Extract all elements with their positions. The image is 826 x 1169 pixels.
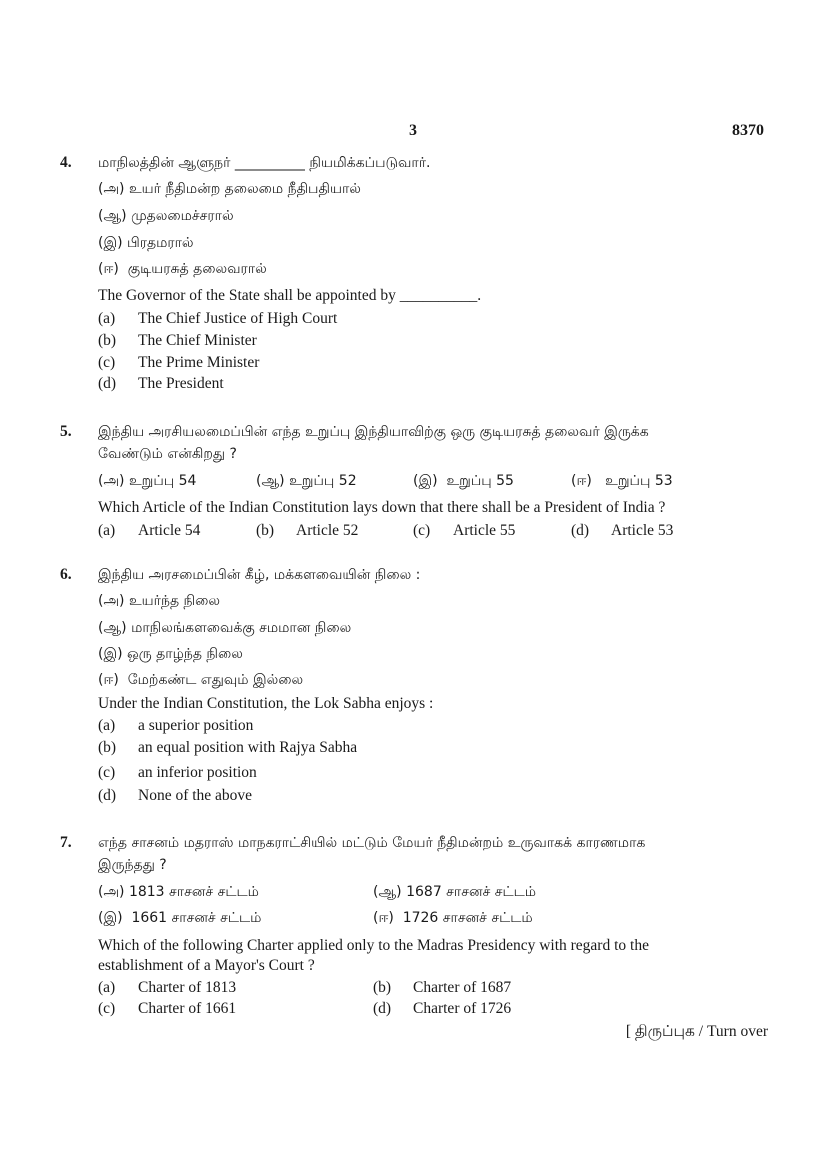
- english-question: The Governor of the State shall be appointed by __________.: [98, 287, 482, 304]
- english-question: Which Article of the Indian Constitution lays down that there shall be a President of India ?: [98, 499, 666, 516]
- tamil-option-b: (ஆ) உறுப்பு 52: [256, 473, 357, 489]
- english-option-c-text: an inferior position: [138, 764, 257, 781]
- english-question: Under the Indian Constitution, the Lok Sabha enjoys :: [98, 695, 434, 712]
- tamil-question-line-1: எந்த சாசனம் மதராஸ் மாநகராட்சியில் மட்டும் மேயர் நீதிமன்றம் உருவாகக் காரணமாக: [98, 835, 646, 851]
- english-option-a: (a): [98, 522, 116, 539]
- english-option-c-text: The Prime Minister: [138, 354, 260, 371]
- english-option-a: (a): [98, 310, 116, 327]
- tamil-option-b: (ஆ) மாநிலங்களவைக்கு சமமான நிலை: [98, 620, 352, 636]
- english-option-d-text: Article 53: [611, 522, 674, 539]
- question-number: 5.: [60, 423, 72, 440]
- tamil-question-line-2: இருந்தது ?: [98, 857, 167, 873]
- tamil-option-c: (இ) 1661 சாசனச் சட்டம்: [98, 910, 262, 926]
- tamil-option-c: (இ) உறுப்பு 55: [413, 473, 514, 489]
- tamil-option-a: (அ) உயர்ந்த நிலை: [98, 593, 220, 609]
- english-option-b: (b): [373, 979, 392, 996]
- tamil-option-a: (அ) 1813 சாசனச் சட்டம்: [98, 884, 259, 900]
- page-number: 3: [409, 122, 417, 139]
- tamil-option-a: (அ) உயர் நீதிமன்ற தலைமை நீதிபதியால்: [98, 181, 361, 197]
- english-option-c: (c): [413, 522, 431, 539]
- tamil-option-a: (அ) உறுப்பு 54: [98, 473, 197, 489]
- tamil-option-d: (ஈ) 1726 சாசனச் சட்டம்: [373, 910, 533, 926]
- english-option-c: (c): [98, 764, 116, 781]
- english-option-c: (c): [98, 1000, 116, 1017]
- tamil-question-line-1: இந்திய அரசியலமைப்பின் எந்த உறுப்பு இந்தியாவிற்கு ஒரு குடியரசுத் தலைவர் இருக்க: [98, 424, 649, 440]
- english-option-c-text: Charter of 1661: [138, 1000, 237, 1017]
- english-option-c-text: Article 55: [453, 522, 516, 539]
- english-option-b-text: The Chief Minister: [138, 332, 257, 349]
- english-option-a-text: The Chief Justice of High Court: [138, 310, 338, 327]
- turn-over-note: [ திருப்புக / Turn over: [625, 1023, 768, 1040]
- tamil-question: மாநிலத்தின் ஆளுநர் __________ நியமிக்கப்படுவார்.: [98, 155, 431, 171]
- english-option-a-text: Article 54: [138, 522, 201, 539]
- english-option-b: (b): [98, 332, 117, 349]
- english-option-b: (b): [256, 522, 275, 539]
- english-option-b-text: Article 52: [296, 522, 359, 539]
- paper-code: 8370: [732, 122, 764, 139]
- english-option-d-text: None of the above: [138, 787, 253, 804]
- english-question-line-2: establishment of a Mayor's Court ?: [98, 957, 315, 974]
- english-option-b-text: Charter of 1687: [413, 979, 512, 996]
- tamil-option-b: (ஆ) முதலமைச்சரால்: [98, 208, 234, 224]
- english-option-d: (d): [571, 522, 590, 539]
- question-number: 7.: [60, 834, 72, 851]
- tamil-option-d: (ஈ) மேற்கண்ட எதுவும் இல்லை: [98, 672, 304, 688]
- tamil-option-b: (ஆ) 1687 சாசனச் சட்டம்: [373, 884, 537, 900]
- english-option-a-text: a superior position: [138, 717, 254, 734]
- question-number: 6.: [60, 566, 72, 583]
- tamil-question-line-2: வேண்டும் என்கிறது ?: [98, 446, 237, 462]
- tamil-option-c: (இ) பிரதமரால்: [98, 235, 194, 251]
- tamil-question: இந்திய அரசமைப்பின் கீழ், மக்களவையின் நிலை :: [98, 567, 421, 583]
- english-option-b-text: an equal position with Rajya Sabha: [138, 739, 358, 756]
- english-option-a: (a): [98, 979, 116, 996]
- tamil-option-c: (இ) ஒரு தாழ்ந்த நிலை: [98, 646, 243, 662]
- question-number: 4.: [60, 154, 72, 171]
- english-option-d: (d): [98, 787, 117, 804]
- english-option-d-text: The President: [138, 375, 224, 392]
- tamil-option-d: (ஈ) உறுப்பு 53: [571, 473, 673, 489]
- english-question-line-1: Which of the following Charter applied only to the Madras Presidency with regard to the: [98, 937, 649, 954]
- english-option-d: (d): [98, 375, 117, 392]
- english-option-d: (d): [373, 1000, 392, 1017]
- english-option-c: (c): [98, 354, 116, 371]
- english-option-b: (b): [98, 739, 117, 756]
- english-option-a-text: Charter of 1813: [138, 979, 237, 996]
- english-option-a: (a): [98, 717, 116, 734]
- english-option-d-text: Charter of 1726: [413, 1000, 512, 1017]
- tamil-option-d: (ஈ) குடியரசுத் தலைவரால்: [98, 261, 267, 277]
